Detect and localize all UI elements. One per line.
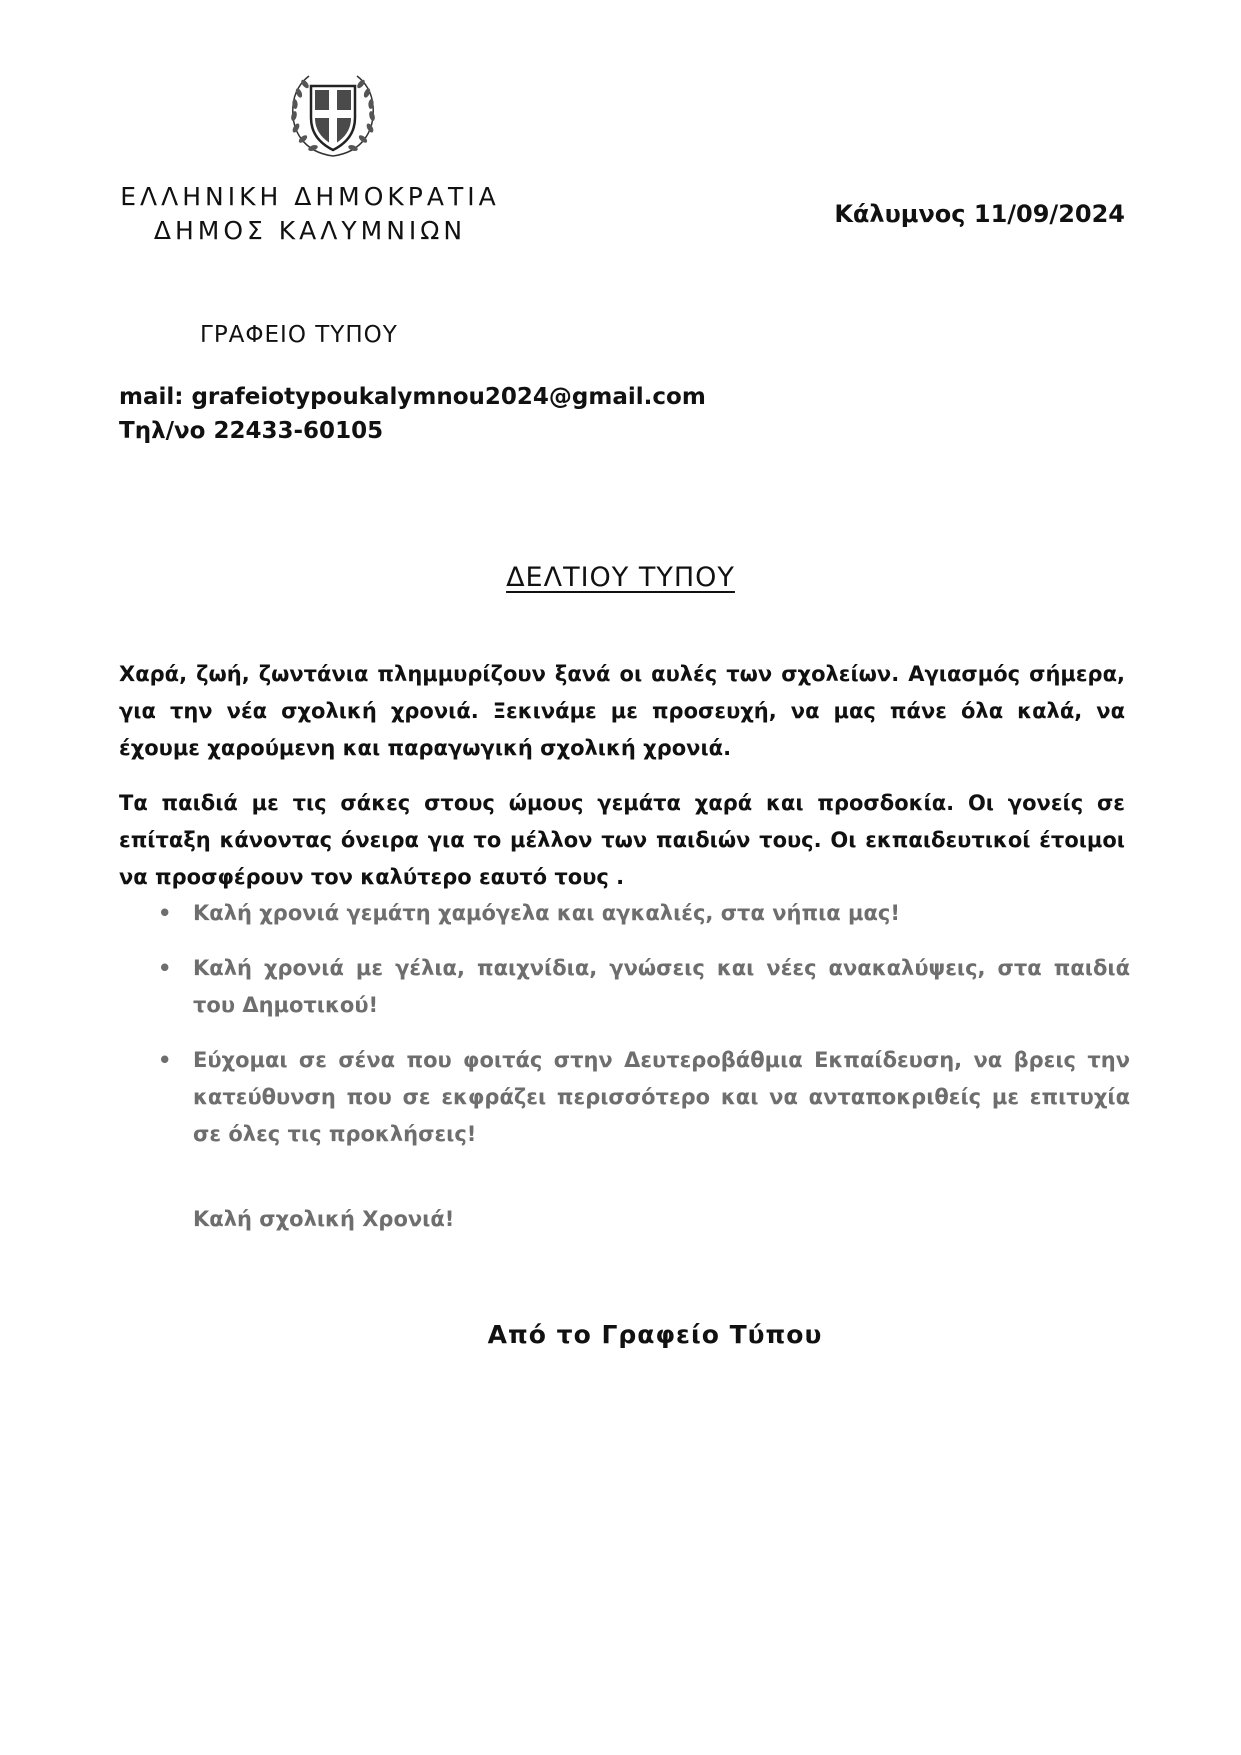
wish-text: Καλή χρονιά με γέλια, παιχνίδια, γνώσεις και νέες ανακαλύψεις, στα παιδιά του Δημοτικού!: [193, 956, 1130, 1017]
body-paragraph-1: Χαρά, ζωή, ζωντάνια πλημμυρίζουν ξανά οι αυλές των σχολείων. Αγιασμός σήμερα, για την νέα σχολική χρονιά. Ξεκινάμε με προσευχή, να μας πάνε όλα καλά, να έχουμε χαρούμενη και παραγωγική σχολική χρονιά.: [119, 662, 1125, 760]
country-name: ΕΛΛΗΝΙΚΗ ΔΗΜΟΚΡΑΤΙΑ: [120, 182, 500, 211]
office-title: ΓΡΑΦΕΙΟ ΤΥΠΟΥ: [200, 322, 398, 348]
wishes-list: [155, 895, 1130, 1171]
list-item: [155, 895, 1130, 932]
list-item: [155, 950, 1130, 1024]
bullet-icon: •: [158, 1048, 172, 1072]
signature: Από το Γραφείο Τύπου: [487, 1320, 823, 1349]
email-line: mail: grafeiotypoukalymnou2024@gmail.com: [119, 384, 706, 410]
press-release-title: ΔΕΛΤΙΟΥ ΤΥΠΟΥ: [506, 562, 735, 593]
list-item: [155, 1042, 1130, 1153]
date-line: Κάλυμνος 11/09/2024: [834, 200, 1125, 228]
body-paragraph-2: Τα παιδιά με τις σάκες στους ώμους γεμάτα χαρά και προσδοκία. Οι γονείς σε επίταξη κάνοντας όνειρα για το μέλλον των παιδιών τους. Οι εκπαιδευτικοί έτοιμοι να προσφέρουν τον καλύτερο εαυτό τους .: [119, 791, 1125, 889]
greek-coat-of-arms-icon: [285, 72, 381, 160]
contact-block: [119, 380, 706, 448]
phone-line: Τηλ/νο 22433-60105: [119, 418, 384, 444]
wish-text: Εύχομαι σε σένα που φοιτάς στην Δευτεροβάθμια Εκπαίδευση, να βρεις την κατεύθυνση που σε εκφράζει περισσότερο και να ανταποκριθείς με επιτυχία σε όλες τις προκλήσεις!: [193, 1048, 1130, 1146]
bullet-icon: •: [158, 956, 172, 980]
bullet-icon: •: [158, 901, 172, 925]
wish-text: Καλή χρονιά γεμάτη χαμόγελα και αγκαλιές, στα νήπια μας!: [193, 901, 900, 925]
municipality-name: ΔΗΜΟΣ ΚΑΛΥΜΝΙΩΝ: [153, 216, 467, 245]
letterhead: [110, 180, 510, 248]
closing-wish: Καλή σχολική Χρονιά!: [193, 1207, 455, 1231]
